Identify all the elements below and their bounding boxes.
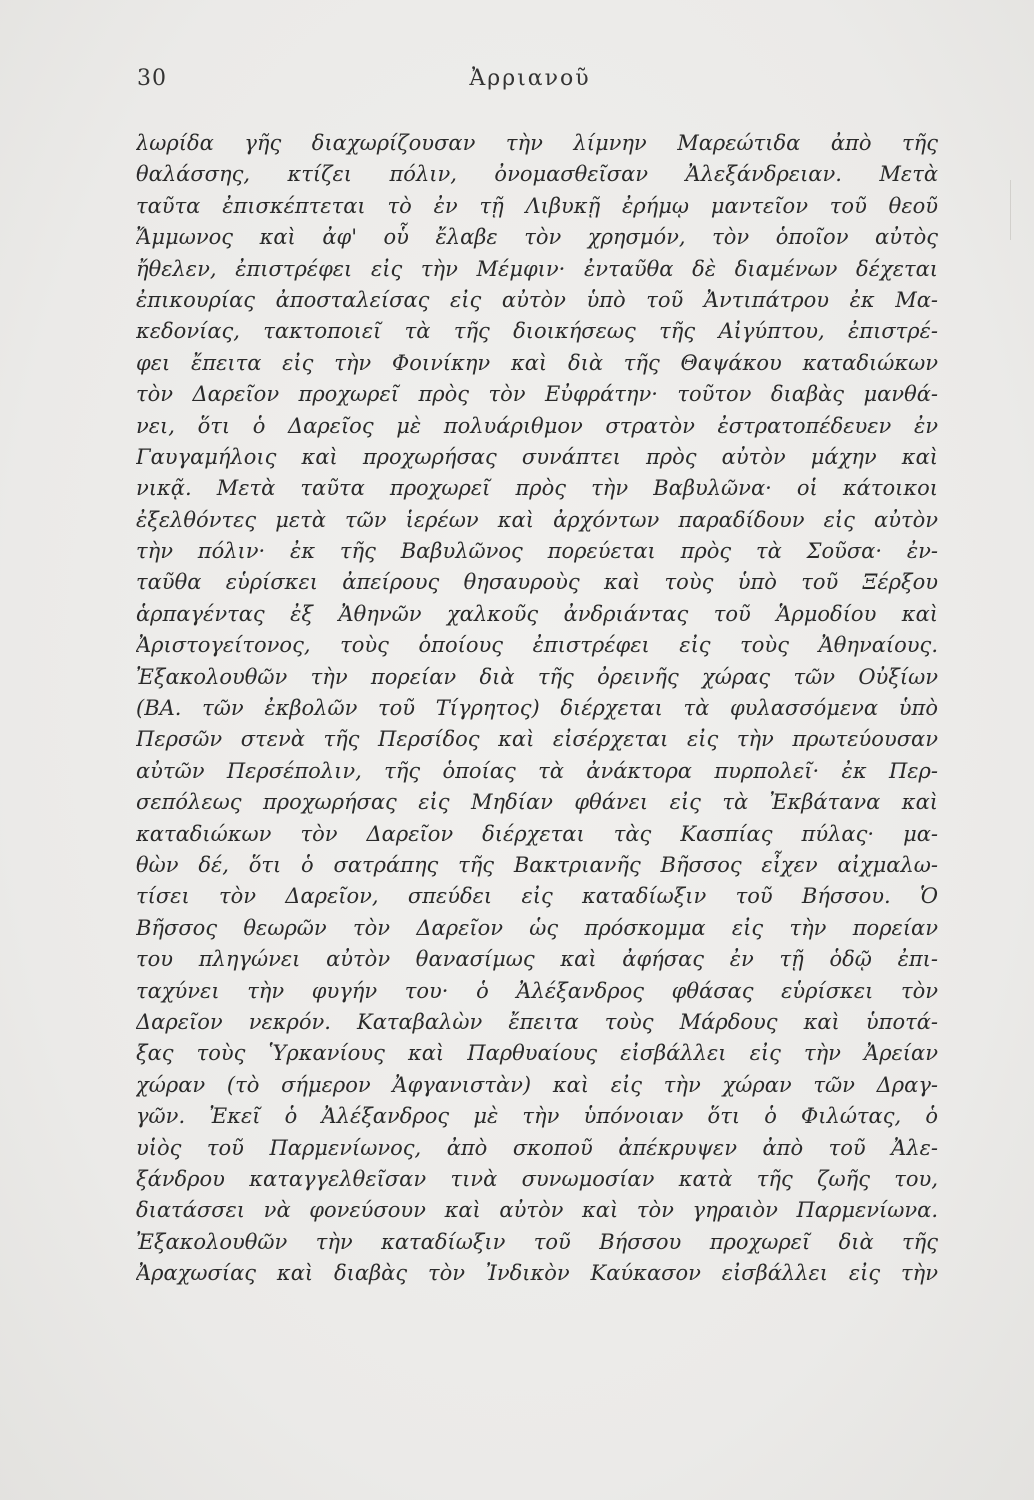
text-line: Δαρεῖον νεκρόν. Καταβαλὼν ἔπειτα τοὺς Μάρδους καὶ ὑποτά- (136, 1009, 938, 1034)
text-line: Ἀραχωσίας καὶ διαβὰς τὸν Ἰνδικὸν Καύκασον εἰσβάλλει εἰς τὴν (136, 1261, 938, 1286)
text-line: φει ἔπειτα εἰς τὴν Φοινίκην καὶ διὰ τῆς Θαψάκου καταδιώκων (136, 350, 938, 375)
text-line: γῶν. Ἐκεῖ ὁ Ἀλέξανδρος μὲ τὴν ὑπόνοιαν ὅτι ὁ Φιλώτας, ὁ (136, 1104, 938, 1129)
text-line: θὼν δέ, ὅτι ὁ σατράπης τῆς Βακτριανῆς Βῆσσος εἶχεν αἰχμαλω- (136, 852, 938, 877)
text-line: ταῦτα ἐπισκέπτεται τὸ ἐν τῇ Λιβυκῇ ἐρήμῳ μαντεῖον τοῦ θεοῦ (136, 193, 938, 218)
text-line: Βῆσσος θεωρῶν τὸν Δαρεῖον ὡς πρόσκομμα εἰς τὴν πορείαν (136, 915, 938, 940)
text-line: τὸν Δαρεῖον προχωρεῖ πρὸς τὸν Εὐφράτην· τοῦτον διαβὰς μανθά- (136, 382, 938, 407)
text-line: λωρίδα γῆς διαχωρίζουσαν τὴν λίμνην Μαρεώτιδα ἀπὸ τῆς (136, 131, 938, 155)
text-line: ξας τοὺς Ὑρκανίους καὶ Παρθυαίους εἰσβάλλει εἰς τὴν Ἀρείαν (136, 1041, 938, 1066)
text-line: ταχύνει τὴν φυγήν του· ὁ Ἀλέξανδρος φθάσας εὑρίσκει τὸν (136, 978, 938, 1003)
text-line: ἁρπαγέντας ἐξ Ἀθηνῶν χαλκοῦς ἀνδριάντας τοῦ Ἁρμοδίου καὶ (136, 601, 938, 626)
text-line: ἤθελεν, ἐπιστρέφει εἰς τὴν Μέμφιν· ἐνταῦθα δὲ διαμένων δέχεται (136, 256, 938, 281)
text-line: τίσει τὸν Δαρεῖον, σπεύδει εἰς καταδίωξιν τοῦ Βήσσου. Ὁ (136, 884, 938, 909)
text-line: τὴν πόλιν· ἐκ τῆς Βαβυλῶνος πορεύεται πρὸς τὰ Σοῦσα· ἐν- (136, 539, 938, 564)
text-line: Περσῶν στενὰ τῆς Περσίδος καὶ εἰσέρχεται εἰς τὴν πρωτεύουσαν (136, 727, 938, 752)
text-line: του πληγώνει αὐτὸν θανασίμως καὶ ἀφήσας ἐν τῇ ὁδῷ ἐπι- (136, 947, 938, 972)
text-line: ταῦθα εὑρίσκει ἀπείρους θησαυροὺς καὶ τοὺς ὑπὸ τοῦ Ξέρξου (136, 570, 938, 595)
text-line: διατάσσει νὰ φονεύσουν καὶ αὐτὸν καὶ τὸν γηραιὸν Παρμενίωνα. (136, 1198, 938, 1223)
text-line: ἐξελθόντες μετὰ τῶν ἱερέων καὶ ἀρχόντων παραδίδουν εἰς αὐτὸν (136, 507, 938, 532)
text-line: υἱὸς τοῦ Παρμενίωνος, ἀπὸ σκοποῦ ἀπέκρυψεν ἀπὸ τοῦ Ἀλε- (136, 1135, 938, 1160)
text-line: σεπόλεως προχωρήσας εἰς Μηδίαν φθάνει εἰς τὰ Ἐκβάτανα καὶ (136, 790, 938, 815)
page-edge-mark (1010, 180, 1011, 240)
text-line: Ἄμμωνος καὶ ἀφ' οὗ ἔλαβε τὸν χρησμόν, τὸν ὁποῖον αὐτὸς (136, 225, 938, 250)
text-line: Ἐξακολουθῶν τὴν πορείαν διὰ τῆς ὀρεινῆς χώρας τῶν Οὐξίων (136, 664, 938, 689)
body-text (136, 128, 938, 1289)
text-line: χώραν (τὸ σήμερον Ἀφγανιστὰν) καὶ εἰς τὴν χώραν τῶν Δραγ- (136, 1072, 938, 1097)
text-line: νικᾷ. Μετὰ ταῦτα προχωρεῖ πρὸς τὴν Βαβυλῶνα· οἱ κάτοικοι (136, 476, 938, 501)
text-line: (ΒΑ. τῶν ἐκβολῶν τοῦ Τίγρητος) διέρχεται τὰ φυλασσόμενα ὑπὸ (136, 696, 938, 721)
text-line: Γαυγαμήλοις καὶ προχωρήσας συνάπτει πρὸς αὐτὸν μάχην καὶ (136, 444, 938, 469)
text-line: ξάνδρου καταγγελθεῖσαν τινὰ συνωμοσίαν κατὰ τῆς ζωῆς του, (136, 1166, 938, 1191)
running-head: Ἀρριανοῦ (469, 66, 591, 91)
text-line: Ἀριστογείτονος, τοὺς ὁποίους ἐπιστρέφει εἰς τοὺς Ἀθηναίους. (136, 633, 938, 658)
text-line: κεδονίας, τακτοποιεῖ τὰ τῆς διοικήσεως τῆς Αἰγύπτου, ἐπιστρέ- (136, 319, 938, 344)
text-line: ἐπικουρίας ἀποσταλείσας εἰς αὐτὸν ὑπὸ τοῦ Ἀντιπάτρου ἐκ Μα- (136, 287, 938, 312)
text-line: νει, ὅτι ὁ Δαρεῖος μὲ πολυάριθμον στρατὸν ἐστρατοπέδευεν ἐν (136, 413, 938, 438)
page-number: 30 (137, 66, 167, 91)
text-line: θαλάσσης, κτίζει πόλιν, ὀνομασθεῖσαν Ἀλεξάνδρειαν. Μετὰ (136, 162, 938, 187)
text-line: αὐτῶν Περσέπολιν, τῆς ὁποίας τὰ ἀνάκτορα πυρπολεῖ· ἐκ Περ- (136, 758, 938, 783)
text-line: καταδιώκων τὸν Δαρεῖον διέρχεται τὰς Κασπίας πύλας· μα- (136, 821, 938, 846)
text-line: Ἐξακολουθῶν τὴν καταδίωξιν τοῦ Βήσσου προχωρεῖ διὰ τῆς (136, 1229, 938, 1254)
